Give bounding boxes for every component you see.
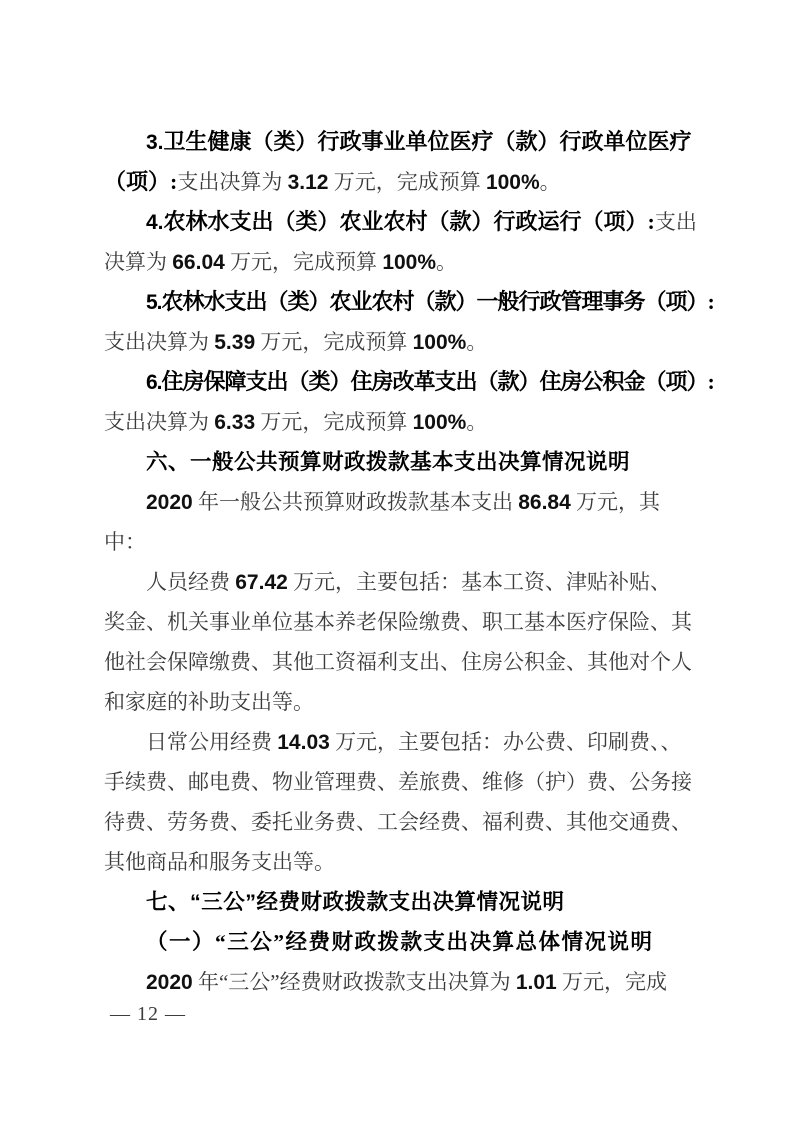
text-run: 住房保障支出（类）住房改革支出（款）住房公积金（项）:	[161, 369, 714, 394]
text-run: 5.	[146, 291, 162, 314]
text-run: 万元，完成预算	[255, 330, 413, 354]
text-run: （一）“三公”经费财政拨款支出决算总体情况说明	[146, 930, 654, 954]
text-line	[104, 602, 692, 642]
text-run: 2020	[146, 491, 193, 514]
text-run: 万元，完成预算	[224, 250, 383, 274]
text-run: 手续费、邮电费、物业管理费、差旅费、维修（护）费、公务接	[104, 770, 692, 794]
text-run: 万元，主要包括：办公费、印刷费、、	[329, 730, 682, 754]
text-run: 。	[466, 410, 488, 434]
text-line	[104, 882, 692, 922]
text-line	[104, 122, 692, 162]
text-run: 2020	[146, 971, 193, 994]
document-lines	[104, 122, 714, 1002]
text-run: 66.04	[172, 251, 225, 274]
text-run: 和家庭的补助支出等。	[104, 690, 314, 714]
text-line	[104, 842, 692, 882]
text-run: 支出决算为	[104, 330, 215, 354]
text-run: 6.	[146, 371, 162, 394]
text-run: 决算为	[104, 250, 173, 274]
text-line	[104, 322, 692, 362]
text-run: 100%	[485, 171, 540, 194]
text-run: 100%	[382, 251, 437, 274]
text-line	[104, 202, 697, 242]
text-run: 100%	[412, 331, 467, 354]
text-run: 农林水支出（类）农业农村（款）行政运行（项）:	[163, 209, 655, 234]
text-line	[104, 282, 714, 322]
text-run: 14.03	[277, 731, 330, 754]
text-run: 年“三公”经费财政拨款支出决算为	[192, 970, 516, 994]
text-run: 万元，完成	[556, 970, 667, 994]
text-run: 他社会保障缴费、其他工资福利支出、住房公积金、其他对个人	[104, 650, 692, 674]
text-run: 待费、劳务费、委托业务费、工会经费、福利费、其他交通费、	[104, 810, 692, 834]
text-run: 3.	[146, 131, 164, 154]
text-run: 六、一般公共预算财政拨款基本支出决算情况说明	[146, 450, 631, 474]
text-line	[104, 962, 692, 1002]
text-run: 5.39	[214, 331, 256, 354]
text-run: 万元，完成预算	[255, 410, 413, 434]
text-line	[104, 402, 692, 442]
text-line	[104, 642, 692, 682]
text-run: 6.33	[214, 411, 256, 434]
text-run: 年一般公共预算财政拨款基本支出	[192, 490, 519, 514]
text-line	[104, 522, 692, 562]
text-run: 3.12	[287, 171, 329, 194]
text-run: （项）:	[104, 169, 178, 194]
text-run: 中：	[104, 530, 146, 554]
text-run: 1.01	[515, 971, 557, 994]
text-run: 支出决算为	[177, 170, 288, 194]
text-run: 。	[466, 330, 488, 354]
text-run: 日常公用经费	[146, 730, 278, 754]
page-number: — 12 —	[110, 1003, 186, 1025]
text-run: 100%	[412, 411, 467, 434]
text-line	[104, 922, 692, 962]
text-line	[104, 562, 692, 602]
text-line	[104, 442, 692, 482]
text-line	[104, 722, 692, 762]
text-run: 其他商品和服务支出等。	[104, 850, 335, 874]
text-line	[104, 682, 692, 722]
text-run: 人员经费	[146, 570, 236, 594]
text-run: 农林水支出（类）农业农村（款）一般行政管理事务（项）:	[161, 289, 714, 314]
text-line	[104, 802, 692, 842]
text-run: 支出	[654, 210, 697, 234]
text-run: 支出决算为	[104, 410, 215, 434]
text-run: 七、“三公”经费财政拨款支出决算情况说明	[146, 890, 565, 914]
text-run: 。	[539, 170, 561, 194]
text-run: 奖金、机关事业单位基本养老保险缴费、职工基本医疗保险、其	[104, 610, 692, 634]
text-run: 万元，其	[570, 490, 661, 514]
text-run: 86.84	[518, 491, 571, 514]
text-line	[104, 482, 692, 522]
text-line	[104, 162, 692, 202]
text-line	[104, 242, 692, 282]
text-line	[104, 762, 692, 802]
text-run: 67.42	[235, 571, 288, 594]
text-run: 。	[436, 250, 458, 274]
text-run: 万元，完成预算	[328, 170, 486, 194]
text-line	[104, 362, 714, 402]
text-run: 卫生健康（类）行政事业单位医疗（款）行政单位医疗	[163, 129, 692, 154]
text-run: 4.	[146, 211, 164, 234]
text-run: 万元，主要包括：基本工资、津贴补贴、	[287, 570, 672, 594]
